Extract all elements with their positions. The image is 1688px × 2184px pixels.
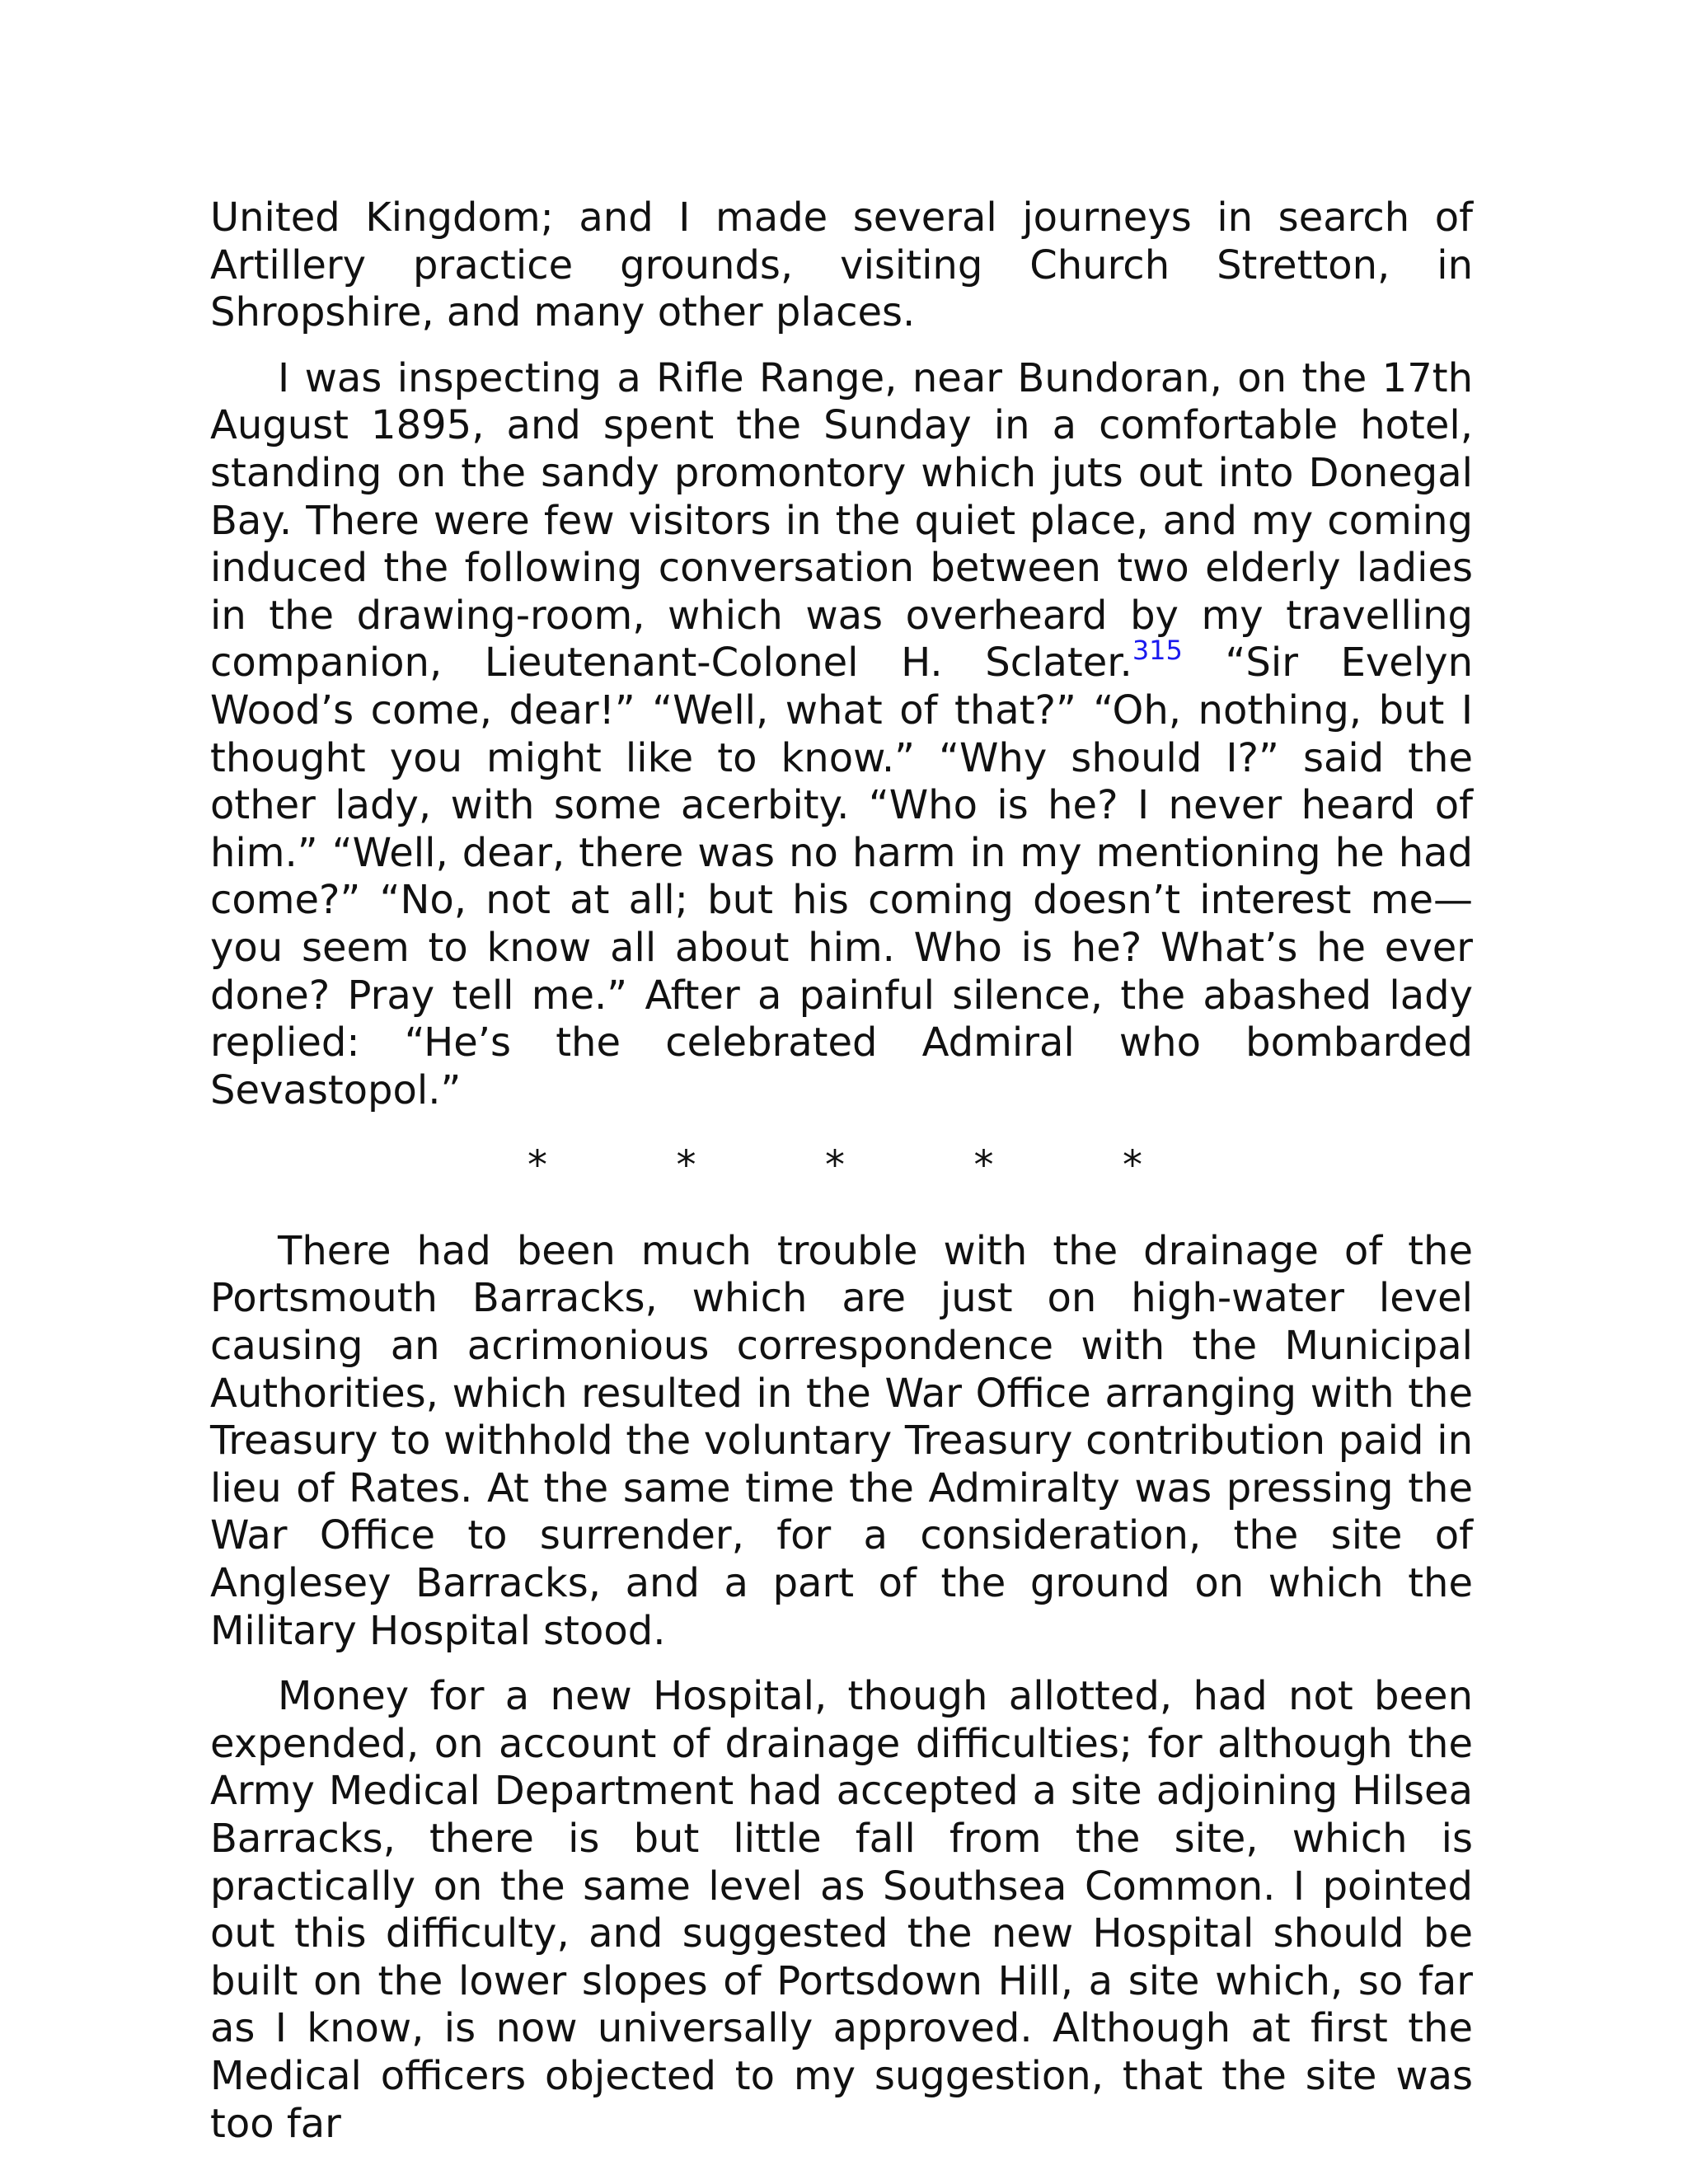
paragraph-3: There had been much trouble with the drainage of the Portsmouth Barracks, which are just on high-water level causing an acrimonious correspondence with the Municipal Authorities, which resulted in the War Office arranging with the Treasury to withhold the voluntary Treasury contribution paid in lieu of Rates. At the same time the Admiralty was pressing the War Office to surrender, for a consideration, the site of Anglesey Barracks, and a part of the ground on which the Military Hospital stood. xyxy=(210,1227,1473,1654)
separator-star: * xyxy=(1123,1142,1142,1189)
paragraph-2-text-a: I was inspecting a Rifle Range, near Bundoran, on the 17th August 1895, and spent the Sunday in a comfortable hotel, standing on the sandy promontory which juts out into Donegal Bay. There were few visitors in the quiet place, and my coming induced the following conversation between two elderly ladies in the drawing-room, which was overheard by my travelling companion, Lieutenant-Colonel H. Sclater. xyxy=(210,354,1473,687)
paragraph-4: Money for a new Hospital, though allotted, had not been expended, on account of drainage difficulties; for although the Army Medical Department had accepted a site adjoining Hilsea Barracks, there is but little fall from the site, which is practically on the same level as Southsea Common. I pointed out this difficulty, and suggested the new Hospital should be built on the lower slopes of Portsdown Hill, a site which, so far as I know, is now universally approved. Although at first the Medical officers objected to my suggestion, that the site was too far xyxy=(210,1673,1473,2147)
paragraph-1: United Kingdom; and I made several journeys in search of Artillery practice grounds, visiting Church Stretton, in Shropshire, and many other places. xyxy=(210,194,1473,336)
page-body xyxy=(210,194,1473,2166)
separator-star: * xyxy=(825,1142,845,1189)
paragraph-2 xyxy=(210,355,1473,1115)
footnote-reference-link[interactable]: 315 xyxy=(1132,635,1183,667)
paragraph-2-text-b: “Sir Evelyn Wood’s come, dear!” “Well, what of that?” “Oh, nothing, but I thought you might like to know.” “Why should I?” said the other lady, with some acerbity. “Who is he? I never heard of him.” “Well, dear, there was no harm in my mentioning he had come?” “No, not at all; but his coming doesn’t interest me—you seem to know all about him. Who is he? What’s he ever done? Pray tell me.” After a painful silence, the abashed lady replied: “He’s the celebrated Admiral who bombarded Sevastopol.” xyxy=(210,640,1473,1113)
separator-star: * xyxy=(528,1142,547,1189)
section-separator xyxy=(528,1142,1142,1190)
separator-star: * xyxy=(676,1142,696,1189)
separator-star: * xyxy=(973,1142,994,1189)
